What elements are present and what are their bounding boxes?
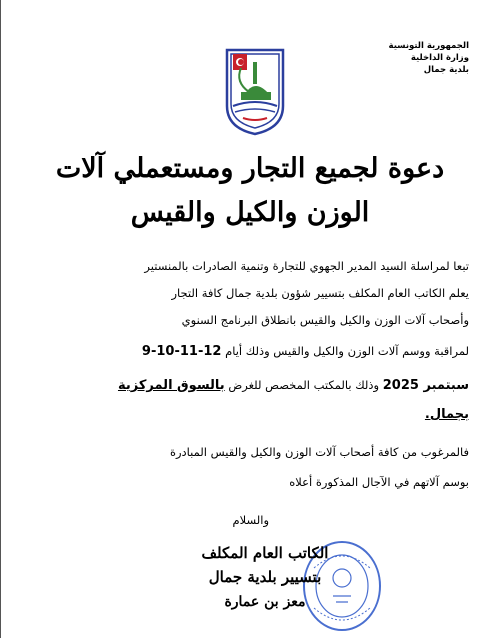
- body-line-3: وأصحاب آلات الوزن والكيل والقيس بانطلاق البرنامج السنوي: [181, 313, 469, 327]
- inspection-dates: 9-10-11-12: [141, 344, 222, 359]
- body-line-4: [30, 343, 469, 360]
- central-market-location: بالسوق المركزية: [117, 378, 225, 393]
- body-line-5: [30, 377, 469, 394]
- body-line-1: تبعا لمراسلة السيد المدير الجهوي للتجارة وتنمية الصادرات بالمنستير: [144, 259, 469, 273]
- body-line-6: [30, 406, 469, 423]
- header-municipality: بلدية جمال: [423, 65, 469, 75]
- header-republic: الجمهورية التونسية: [388, 41, 469, 51]
- page-edge-line: [0, 0, 1, 638]
- notice-title-line-1: دعوة لجميع التجار ومستعملي آلات: [55, 153, 445, 184]
- closing-salutation: والسلام: [232, 513, 269, 527]
- body-line-7: فالمرغوب من كافة أصحاب آلات الوزن والكيل والقيس المبادرة: [169, 445, 469, 459]
- header-ministry: وزارة الداخلية: [410, 53, 469, 63]
- municipality-logo: [225, 48, 285, 136]
- body-line-8: بوسم آلاتهم في الآجال المذكورة أعلاه: [289, 475, 469, 489]
- town-name: بجمال.: [424, 407, 469, 422]
- inspection-month-year: سبتمبر 2025: [382, 378, 469, 393]
- signatory-title: الكاتب العام المكلف: [201, 544, 329, 562]
- signatory-role: بتسيير بلدية جمال: [208, 568, 322, 586]
- notice-title-line-2: الوزن والكيل والقيس: [130, 197, 370, 228]
- body-line-5-text: وذلك بالمكتب المخصص للغرض: [228, 378, 380, 392]
- body-line-2: يعلم الكاتب العام المكلف بتسيير شؤون بلدية جمال كافة التجار: [171, 286, 469, 300]
- body-line-4-text: لمراقبة ووسم آلات الوزن والكيل والقيس وذلك أيام: [225, 344, 469, 358]
- signatory-name: معز بن عمارة: [224, 594, 306, 610]
- issuer-header: [389, 40, 469, 76]
